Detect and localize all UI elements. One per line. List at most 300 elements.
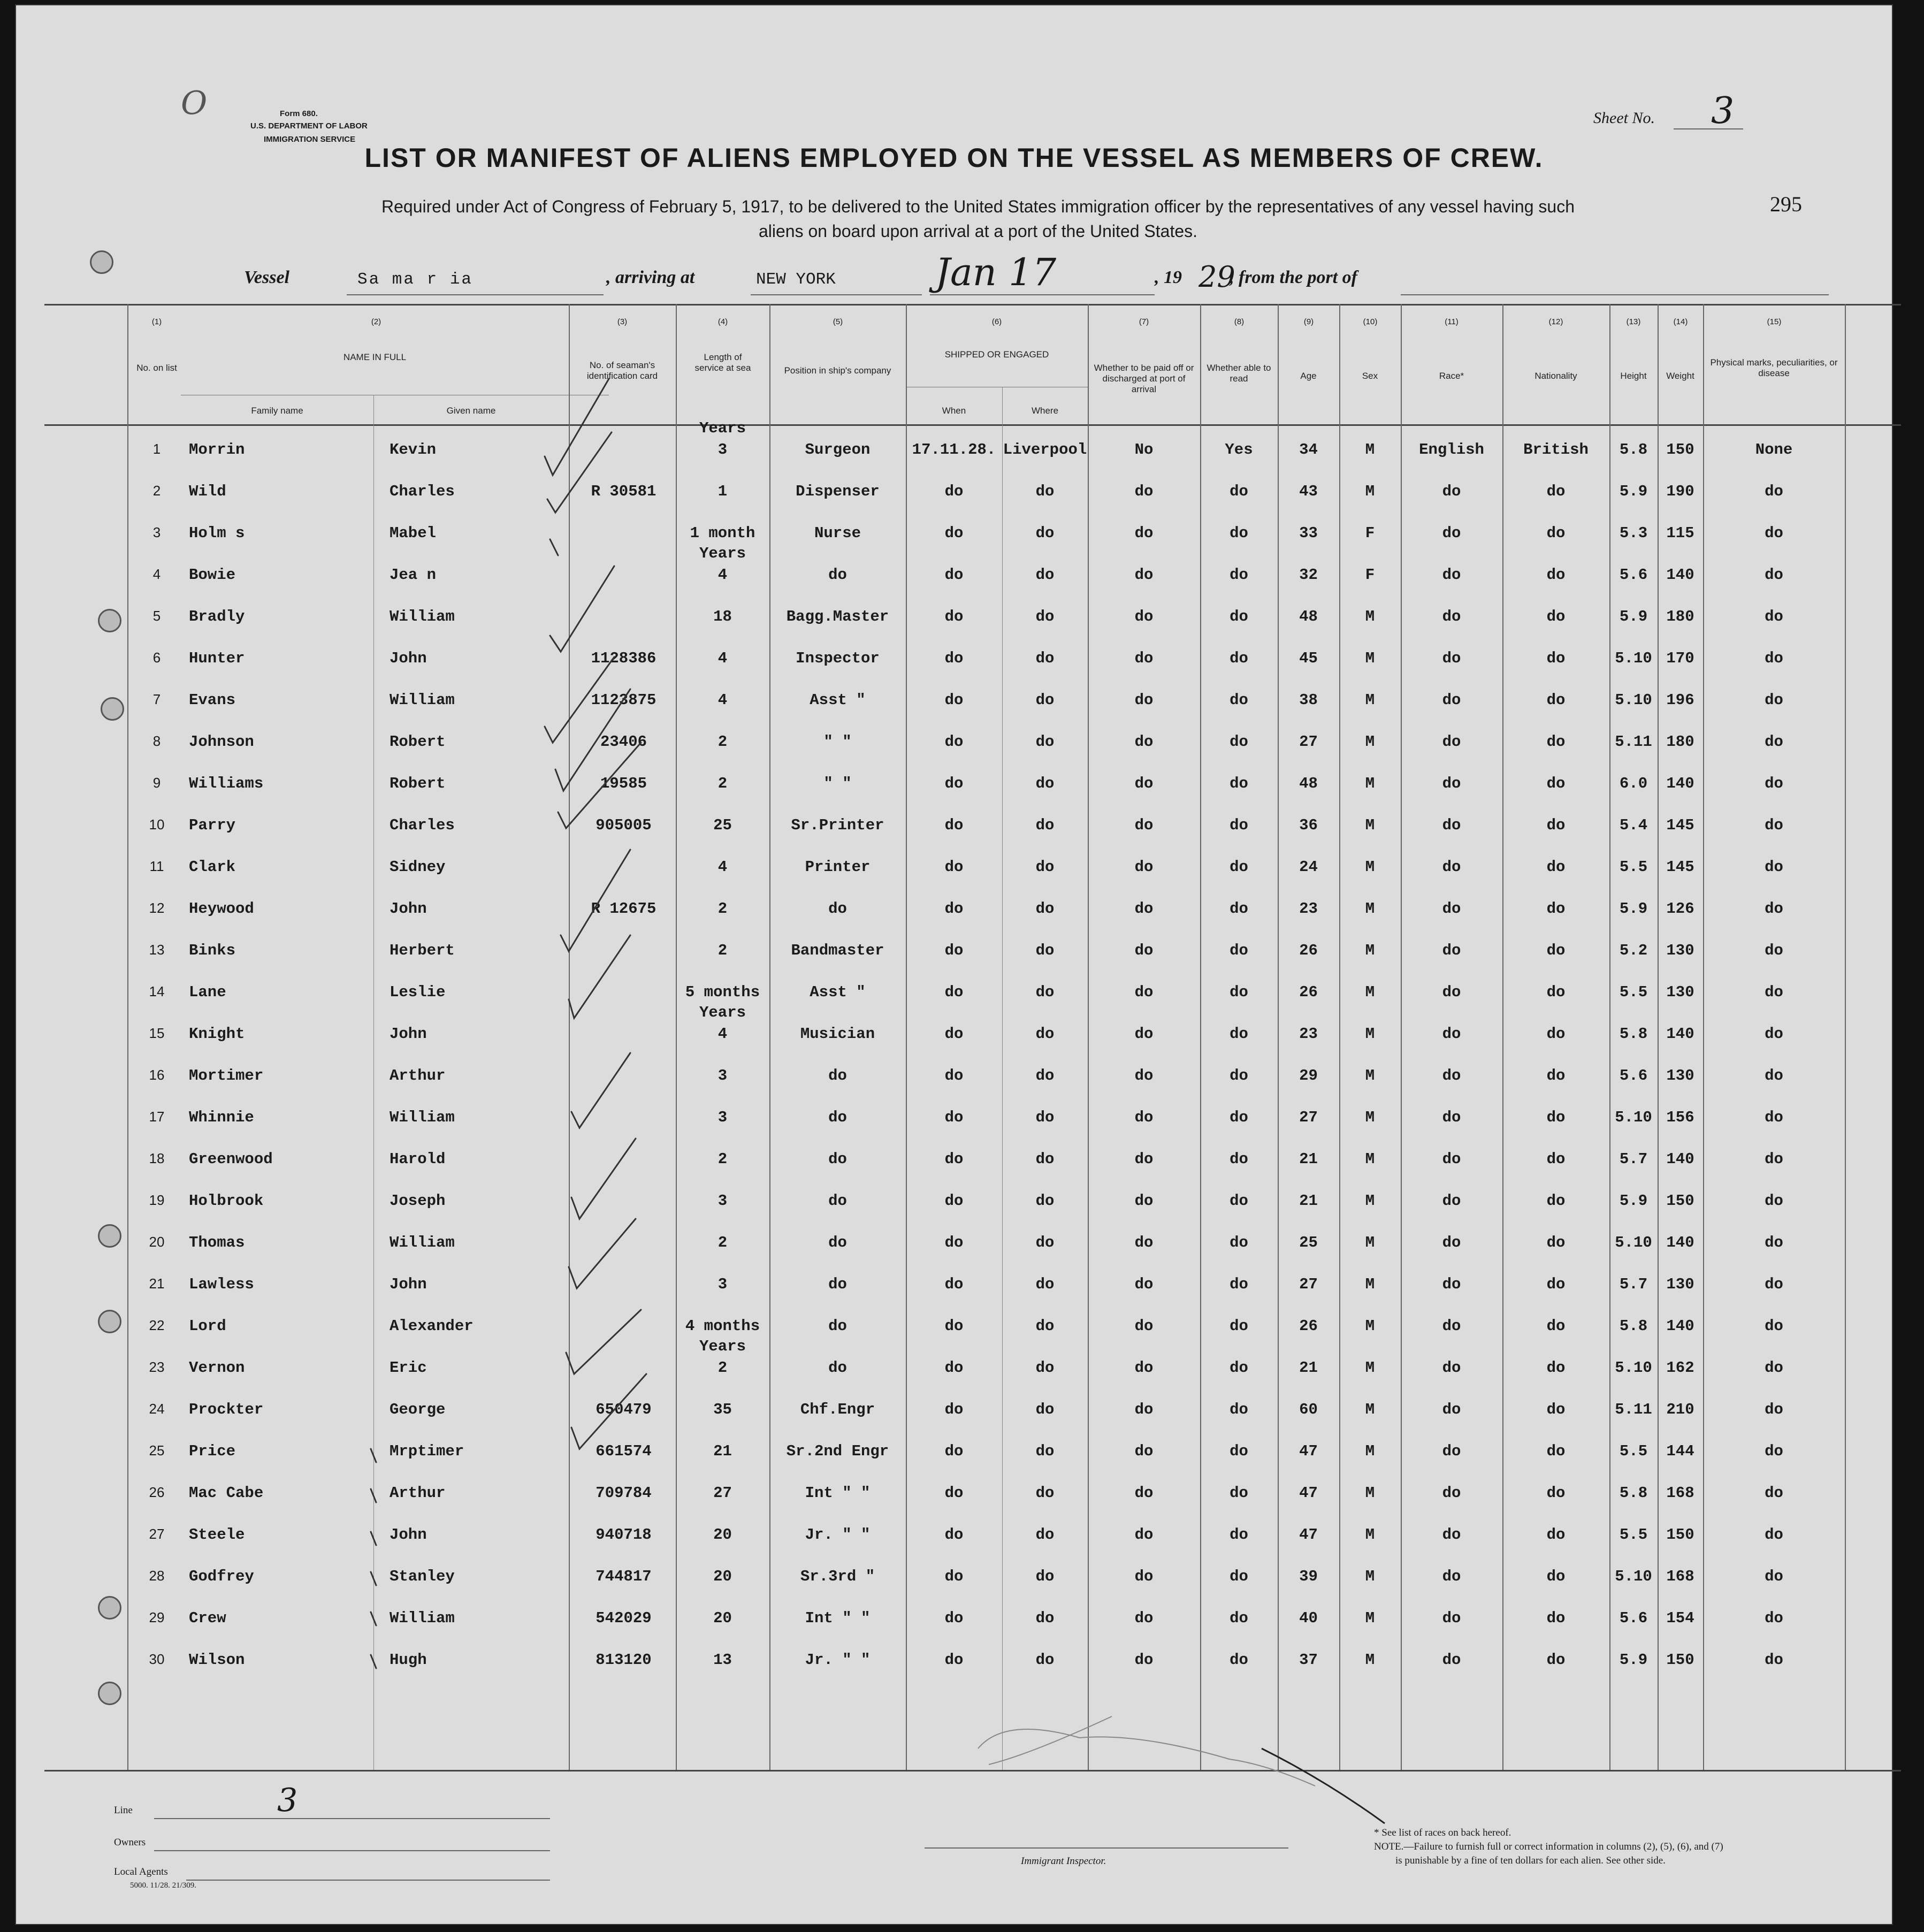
cell-age: 23 xyxy=(1299,1025,1318,1043)
header-name-in-full: NAME IN FULL xyxy=(343,352,407,362)
vessel-name: Sa ma r ia xyxy=(357,270,474,289)
cell-age: 26 xyxy=(1299,942,1318,959)
cell-marks: do xyxy=(1765,1192,1783,1210)
line-label: Line xyxy=(114,1805,133,1816)
cell-position: do xyxy=(828,1234,847,1251)
cell-where: do xyxy=(1035,1359,1055,1377)
cell-family: Knight xyxy=(189,1025,245,1043)
cell-sex: M xyxy=(1365,1025,1375,1043)
cell-family: Binks xyxy=(189,942,236,959)
cell-paid: do xyxy=(1134,524,1154,542)
cell-where: do xyxy=(1035,650,1055,667)
line-underline xyxy=(154,1818,550,1819)
cell-height: 5.8 xyxy=(1619,1484,1648,1502)
cell-family: Godfrey xyxy=(189,1568,254,1585)
cell-read: do xyxy=(1230,1401,1248,1418)
cell-given: Stanley xyxy=(390,1568,455,1585)
cell-weight: 130 xyxy=(1666,942,1694,959)
vessel-label: Vessel xyxy=(244,268,289,287)
cell-family: Wilson xyxy=(189,1651,245,1669)
cell-age: 60 xyxy=(1299,1401,1318,1418)
cell-age: 21 xyxy=(1299,1192,1318,1210)
cell-where: do xyxy=(1035,566,1055,584)
colnum-10: (10) xyxy=(1363,317,1378,326)
cell-family: Evans xyxy=(189,691,236,709)
cell-sex: M xyxy=(1365,1109,1375,1126)
cell-nat: do xyxy=(1546,1568,1566,1585)
header-weight: Weight xyxy=(1666,371,1694,381)
cell-marks: do xyxy=(1765,1234,1783,1251)
cell-where: Liverpool xyxy=(1003,441,1087,459)
cell-marks: do xyxy=(1765,1401,1783,1418)
cell-service: 3 xyxy=(717,1276,728,1293)
cell-age: 21 xyxy=(1299,1150,1318,1168)
cell-card: 19585 xyxy=(600,775,647,792)
arrival-date: Jan 17 xyxy=(935,250,1057,294)
cell-when: do xyxy=(944,691,964,709)
cell-weight: 130 xyxy=(1666,1276,1694,1293)
cell-read: Yes xyxy=(1225,441,1253,459)
cell-sex: M xyxy=(1365,1234,1375,1251)
page-title: LIST OR MANIFEST OF ALIENS EMPLOYED ON THE VESSEL AS MEMBERS OF CREW. xyxy=(364,143,1544,173)
cell-paid: No xyxy=(1134,441,1154,459)
cell-age: 48 xyxy=(1299,608,1318,625)
cell-weight: 140 xyxy=(1666,1234,1694,1251)
colnum-1: (1) xyxy=(151,317,162,326)
cell-read: do xyxy=(1230,733,1248,751)
cell-where: do xyxy=(1035,775,1055,792)
cell-no: 25 xyxy=(149,1442,165,1458)
colnum-3: (3) xyxy=(617,317,628,326)
cell-position: do xyxy=(828,900,847,918)
cell-read: do xyxy=(1230,566,1248,584)
cell-position: " " xyxy=(823,775,852,792)
cell-when: do xyxy=(944,1150,964,1168)
cell-where: do xyxy=(1035,942,1055,959)
cell-position: do xyxy=(828,1317,847,1335)
cell-race: do xyxy=(1442,983,1461,1001)
cell-age: 48 xyxy=(1299,775,1318,792)
cell-marks: do xyxy=(1765,816,1783,834)
cell-no: 15 xyxy=(149,1025,165,1041)
header-shipped: SHIPPED OR ENGAGED xyxy=(944,349,1049,360)
cell-where: do xyxy=(1035,858,1055,876)
cell-marks: do xyxy=(1765,483,1783,500)
cell-read: do xyxy=(1230,1067,1248,1085)
cell-race: do xyxy=(1442,691,1461,709)
cell-no: 24 xyxy=(149,1401,165,1417)
header-nationality: Nationality xyxy=(1534,371,1577,381)
cell-when: do xyxy=(944,1109,964,1126)
cell-service: 20 xyxy=(713,1526,732,1544)
cell-height: 5.9 xyxy=(1619,1192,1648,1210)
cell-service: 20 xyxy=(713,1568,732,1585)
cell-no: 13 xyxy=(149,942,165,958)
colnum-7: (7) xyxy=(1139,317,1149,326)
cell-nat: do xyxy=(1546,1067,1566,1085)
cell-family: Whinnie xyxy=(189,1109,254,1126)
cell-family: Williams xyxy=(189,775,264,792)
cell-sex: M xyxy=(1365,1317,1375,1335)
cell-height: 6.0 xyxy=(1619,775,1648,792)
cell-read: do xyxy=(1230,816,1248,834)
cell-sex: M xyxy=(1365,1192,1375,1210)
cell-marks: do xyxy=(1765,1317,1783,1335)
cell-read: do xyxy=(1230,942,1248,959)
cell-height: 5.5 xyxy=(1619,1526,1648,1544)
note-line-2: is punishable by a fine of ten dollars for each alien. See other side. xyxy=(1395,1855,1666,1866)
cell-given: John xyxy=(390,1526,427,1544)
cell-marks: do xyxy=(1765,1025,1783,1043)
cell-read: do xyxy=(1230,900,1248,918)
cell-nat: do xyxy=(1546,1401,1566,1418)
cell-service: 3 xyxy=(717,1192,728,1210)
cell-where: do xyxy=(1035,816,1055,834)
cell-family: Bowie xyxy=(189,566,236,584)
cell-age: 29 xyxy=(1299,1067,1318,1085)
cell-given: John xyxy=(390,1276,427,1293)
cell-nat: do xyxy=(1546,608,1566,625)
cell-no: 16 xyxy=(149,1067,165,1083)
cell-paid: do xyxy=(1134,733,1154,751)
cell-given: Hugh xyxy=(390,1651,427,1669)
cell-height: 5.8 xyxy=(1619,441,1648,459)
cell-nat: British xyxy=(1523,441,1589,459)
cell-race: do xyxy=(1442,1109,1461,1126)
cell-no: 21 xyxy=(149,1276,165,1292)
cell-weight: 150 xyxy=(1666,1651,1694,1669)
cell-family: Morrin xyxy=(189,441,245,459)
owners-underline xyxy=(154,1850,550,1851)
cell-paid: do xyxy=(1134,1609,1154,1627)
cell-when: do xyxy=(944,1442,964,1460)
cell-where: do xyxy=(1035,1276,1055,1293)
cell-given: Mrptimer xyxy=(390,1442,464,1460)
cell-height: 5.10 xyxy=(1615,1109,1652,1126)
cell-sex: M xyxy=(1365,983,1375,1001)
cell-position: Bandmaster xyxy=(791,942,884,959)
cell-sex: M xyxy=(1365,1401,1375,1418)
cell-where: do xyxy=(1035,483,1055,500)
cell-family: Parry xyxy=(189,816,236,834)
colnum-14: (14) xyxy=(1673,317,1688,326)
cell-race: do xyxy=(1442,900,1461,918)
cell-where: do xyxy=(1035,691,1055,709)
cell-sex: M xyxy=(1365,650,1375,667)
cell-weight: 168 xyxy=(1666,1484,1694,1502)
manifest-sheet xyxy=(15,4,1893,1925)
colnum-13: (13) xyxy=(1626,317,1641,326)
header-family-name: Family name xyxy=(251,406,303,416)
cell-paid: do xyxy=(1134,1401,1154,1418)
cell-family: Crew xyxy=(189,1609,226,1627)
cell-paid: do xyxy=(1134,1568,1154,1585)
cell-paid: do xyxy=(1134,1359,1154,1377)
cell-weight: 145 xyxy=(1666,816,1694,834)
cell-read: do xyxy=(1230,1442,1248,1460)
cell-height: 5.10 xyxy=(1615,1359,1652,1377)
owners-label: Owners xyxy=(114,1837,146,1848)
cell-read: do xyxy=(1230,650,1248,667)
cell-sex: M xyxy=(1365,1359,1375,1377)
cell-where: do xyxy=(1035,900,1055,918)
cell-marks: do xyxy=(1765,691,1783,709)
cell-height: 5.6 xyxy=(1619,1067,1648,1085)
cell-position: Printer xyxy=(805,858,871,876)
cell-sex: M xyxy=(1365,900,1375,918)
cell-age: 33 xyxy=(1299,524,1318,542)
year-prefix: , 19 xyxy=(1155,268,1182,287)
cell-age: 21 xyxy=(1299,1359,1318,1377)
cell-read: do xyxy=(1230,983,1248,1001)
cell-height: 5.5 xyxy=(1619,858,1648,876)
cell-weight: 145 xyxy=(1666,858,1694,876)
cell-nat: do xyxy=(1546,1359,1566,1377)
cell-paid: do xyxy=(1134,1109,1154,1126)
cell-marks: do xyxy=(1765,1484,1783,1502)
cell-race: do xyxy=(1442,1317,1461,1335)
cell-no: 28 xyxy=(149,1568,165,1584)
cell-card: 940718 xyxy=(595,1526,652,1544)
cell-position: Nurse xyxy=(814,524,861,542)
cell-service: 2 xyxy=(717,775,728,792)
cell-nat: do xyxy=(1546,1317,1566,1335)
cell-marks: do xyxy=(1765,650,1783,667)
cell-paid: do xyxy=(1134,1526,1154,1544)
cell-nat: do xyxy=(1546,524,1566,542)
cell-no: 4 xyxy=(152,566,161,582)
cell-read: do xyxy=(1230,858,1248,876)
header-when: When xyxy=(942,406,966,416)
cell-family: Vernon xyxy=(189,1359,245,1377)
cell-where: do xyxy=(1035,1442,1055,1460)
cell-service: 18 xyxy=(713,608,732,625)
cell-read: do xyxy=(1230,1359,1248,1377)
cell-service: 27 xyxy=(713,1484,732,1502)
cell-race: do xyxy=(1442,1526,1461,1544)
cell-marks: do xyxy=(1765,942,1783,959)
cell-nat: do xyxy=(1546,1276,1566,1293)
cell-height: 5.9 xyxy=(1619,608,1648,625)
cell-marks: do xyxy=(1765,900,1783,918)
cell-given: William xyxy=(390,1609,455,1627)
cell-race: do xyxy=(1442,1609,1461,1627)
cell-when: do xyxy=(944,1234,964,1251)
cell-service: 2 xyxy=(717,1234,728,1251)
cell-where: do xyxy=(1035,1651,1055,1669)
department-name: U.S. DEPARTMENT OF LABOR xyxy=(250,121,368,131)
header-paid-off: Whether to be paid off or discharged at port of arrival xyxy=(1094,363,1194,394)
cell-service: 4 xyxy=(717,858,728,876)
cell-paid: do xyxy=(1134,1192,1154,1210)
cell-nat: do xyxy=(1546,942,1566,959)
cell-card: 709784 xyxy=(595,1484,652,1502)
colnum-11: (11) xyxy=(1445,317,1459,326)
cell-position: Asst " xyxy=(810,691,866,709)
cell-given: Arthur xyxy=(390,1484,446,1502)
cell-race: do xyxy=(1442,1150,1461,1168)
cell-no: 19 xyxy=(149,1192,165,1208)
cell-given: Robert xyxy=(390,733,446,751)
header-able-to-read: Whether able to read xyxy=(1207,363,1271,384)
cell-card: 744817 xyxy=(595,1568,652,1585)
cell-read: do xyxy=(1230,1651,1248,1669)
cell-age: 39 xyxy=(1299,1568,1318,1585)
cell-paid: do xyxy=(1134,1276,1154,1293)
cell-marks: do xyxy=(1765,1276,1783,1293)
cell-service: 2 xyxy=(717,942,728,959)
cell-service: 13 xyxy=(713,1651,732,1669)
cell-where: do xyxy=(1035,1317,1055,1335)
cell-position: Asst " xyxy=(810,983,866,1001)
cell-height: 5.9 xyxy=(1619,900,1648,918)
cell-read: do xyxy=(1230,1484,1248,1502)
cell-when: do xyxy=(944,900,964,918)
pencil-note: O xyxy=(181,85,208,122)
cell-race: do xyxy=(1442,1401,1461,1418)
cell-race: do xyxy=(1442,1067,1461,1085)
cell-when: do xyxy=(944,1317,964,1335)
cell-when: do xyxy=(944,1025,964,1043)
cell-service: 2 xyxy=(717,733,728,751)
cell-where: do xyxy=(1035,1484,1055,1502)
cell-weight: 115 xyxy=(1666,524,1694,542)
header-where: Where xyxy=(1031,406,1059,416)
cell-marks: None xyxy=(1755,441,1793,459)
cell-weight: 162 xyxy=(1666,1359,1694,1377)
cell-age: 34 xyxy=(1299,441,1318,459)
cell-no: 26 xyxy=(149,1484,165,1500)
arriving-port: NEW YORK xyxy=(756,270,836,289)
cell-family: Bradly xyxy=(189,608,245,625)
race-note: * See list of races on back hereof. xyxy=(1374,1827,1511,1838)
cell-paid: do xyxy=(1134,1317,1154,1335)
cell-given: Leslie xyxy=(390,983,446,1001)
check-marks xyxy=(15,4,1893,1925)
inspector-label: Immigrant Inspector. xyxy=(1021,1855,1106,1867)
cell-nat: do xyxy=(1546,983,1566,1001)
cell-no: 29 xyxy=(149,1609,165,1625)
cell-height: 5.8 xyxy=(1619,1317,1648,1335)
cell-where: do xyxy=(1035,1568,1055,1585)
cell-nat: do xyxy=(1546,1025,1566,1043)
header-length-service: Length of service at sea xyxy=(694,352,751,373)
cell-height: 5.7 xyxy=(1619,1150,1648,1168)
cell-read: do xyxy=(1230,1609,1248,1627)
cell-race: do xyxy=(1442,566,1461,584)
cell-card: 1128386 xyxy=(591,650,656,667)
cell-weight: 150 xyxy=(1666,1192,1694,1210)
cell-given: William xyxy=(390,691,455,709)
page-number: 295 xyxy=(1770,192,1802,216)
cell-height: 5.10 xyxy=(1615,650,1652,667)
cell-family: Holm s xyxy=(189,524,245,542)
cell-given: William xyxy=(390,608,455,625)
cell-age: 38 xyxy=(1299,691,1318,709)
cell-marks: do xyxy=(1765,608,1783,625)
cell-sex: M xyxy=(1365,608,1375,625)
cell-sex: M xyxy=(1365,1568,1375,1585)
cell-nat: do xyxy=(1546,1526,1566,1544)
cell-marks: do xyxy=(1765,1568,1783,1585)
cell-race: do xyxy=(1442,858,1461,876)
header-physical-marks: Physical marks, peculiarities, or disease xyxy=(1710,357,1838,378)
cell-when: do xyxy=(944,650,964,667)
cell-family: Johnson xyxy=(189,733,254,751)
cell-sex: M xyxy=(1365,691,1375,709)
cell-card: 661574 xyxy=(595,1442,652,1460)
service-unit-note: Years xyxy=(699,1338,746,1355)
cell-given: George xyxy=(390,1401,446,1418)
cell-service: 4 months xyxy=(685,1317,760,1335)
cell-paid: do xyxy=(1134,650,1154,667)
cell-position: do xyxy=(828,1109,847,1126)
cell-race: do xyxy=(1442,1359,1461,1377)
cell-no: 11 xyxy=(149,858,164,874)
cell-age: 25 xyxy=(1299,1234,1318,1251)
cell-no: 14 xyxy=(149,983,165,999)
cell-family: Greenwood xyxy=(189,1150,273,1168)
cell-age: 47 xyxy=(1299,1484,1318,1502)
cell-family: Lord xyxy=(189,1317,226,1335)
cell-nat: do xyxy=(1546,1484,1566,1502)
cell-sex: M xyxy=(1365,1442,1375,1460)
cell-read: do xyxy=(1230,691,1248,709)
cell-when: do xyxy=(944,1526,964,1544)
cell-no: 10 xyxy=(149,816,165,833)
cell-race: English xyxy=(1419,441,1484,459)
cell-read: do xyxy=(1230,1109,1248,1126)
cell-where: do xyxy=(1035,1109,1055,1126)
cell-weight: 190 xyxy=(1666,483,1694,500)
cell-position: do xyxy=(828,1359,847,1377)
cell-race: do xyxy=(1442,942,1461,959)
cell-race: do xyxy=(1442,1651,1461,1669)
cell-family: Clark xyxy=(189,858,236,876)
cell-paid: do xyxy=(1134,1234,1154,1251)
cell-where: do xyxy=(1035,1401,1055,1418)
service-unit-note: Years xyxy=(699,419,746,437)
cell-sex: M xyxy=(1365,1651,1375,1669)
cell-paid: do xyxy=(1134,691,1154,709)
cell-nat: do xyxy=(1546,1192,1566,1210)
cell-no: 20 xyxy=(149,1234,165,1250)
cell-where: do xyxy=(1035,1609,1055,1627)
cell-given: Kevin xyxy=(390,441,437,459)
cell-read: do xyxy=(1230,1276,1248,1293)
cell-no: 12 xyxy=(149,900,165,916)
service-name: IMMIGRATION SERVICE xyxy=(264,135,356,144)
cell-position: Bagg.Master xyxy=(786,608,889,625)
cell-marks: do xyxy=(1765,1150,1783,1168)
cell-age: 40 xyxy=(1299,1609,1318,1627)
cell-family: Heywood xyxy=(189,900,254,918)
cell-paid: do xyxy=(1134,983,1154,1001)
cell-weight: 180 xyxy=(1666,733,1694,751)
subtitle-line-1: Required under Act of Congress of February 5, 1917, to be delivered to the United States immigration officer by the representatives of any vessel having such xyxy=(381,197,1575,216)
cell-read: do xyxy=(1230,1526,1248,1544)
cell-service: 4 xyxy=(717,691,728,709)
cell-marks: do xyxy=(1765,1609,1783,1627)
cell-sex: M xyxy=(1365,1276,1375,1293)
cell-height: 5.11 xyxy=(1615,733,1652,751)
cell-when: do xyxy=(944,1192,964,1210)
cell-sex: M xyxy=(1365,483,1375,500)
cell-read: do xyxy=(1230,524,1248,542)
cell-sex: M xyxy=(1365,1067,1375,1085)
cell-age: 27 xyxy=(1299,1109,1318,1126)
cell-weight: 130 xyxy=(1666,983,1694,1001)
